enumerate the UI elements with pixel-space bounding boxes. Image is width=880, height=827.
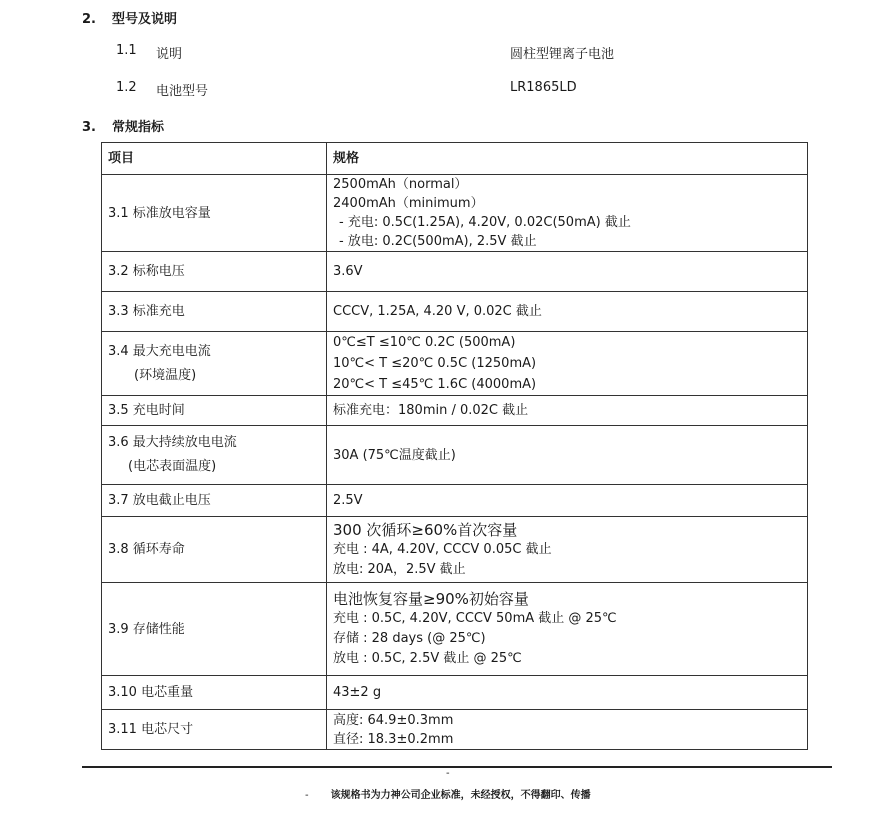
item-cell: 3.7 放电截止电压 xyxy=(102,485,327,517)
spec-cell: CCCV, 1.25A, 4.20 V, 0.02C 截止 xyxy=(327,292,808,332)
item-cell: 3.2 标称电压 xyxy=(102,252,327,292)
row-value: LR1865LD xyxy=(510,80,577,95)
item-cell: 3.1 标准放电容量 xyxy=(102,175,327,252)
spec-cell: 3.6V xyxy=(327,252,808,292)
spec-cell: 43±2 g xyxy=(327,676,808,710)
footer-page-mark: - xyxy=(446,768,450,779)
footer-notice xyxy=(305,786,591,801)
table-row xyxy=(102,517,808,583)
spec-cell: 2.5V xyxy=(327,485,808,517)
table-row xyxy=(102,292,808,332)
section-2-heading xyxy=(82,8,177,27)
spec-table xyxy=(101,142,808,750)
spec-cell xyxy=(327,517,808,583)
spec-cell xyxy=(327,583,808,676)
header-item: 项目 xyxy=(102,143,327,175)
table-row xyxy=(102,175,808,252)
section-2-title: 型号及说明 xyxy=(112,12,178,27)
spec-line: 电池恢复容量≥90%初始容量 xyxy=(333,590,529,608)
item-cell xyxy=(102,332,327,396)
section-3-title: 常规指标 xyxy=(112,120,165,135)
table-row xyxy=(102,426,808,485)
spec-line: 0℃≤T ≤10℃ 0.2C (500mA) xyxy=(333,335,516,350)
spec-line: - 充电: 0.5C(1.25A), 4.20V, 0.02C(50mA) 截止 xyxy=(339,215,631,230)
spec-line: 10℃< T ≤20℃ 0.5C (1250mA) xyxy=(333,356,537,371)
spec-cell xyxy=(327,175,808,252)
header-spec: 规格 xyxy=(327,143,808,175)
spec-cell: 标准充电：180min / 0.02C 截止 xyxy=(327,396,808,426)
section-2-number: 2. xyxy=(82,12,96,27)
item-cell: 3.8 循环寿命 xyxy=(102,517,327,583)
row-label: 电池型号 xyxy=(156,84,209,99)
spec-line: 2500mAh（normal） xyxy=(333,177,468,192)
table-row xyxy=(102,485,808,517)
item-cell xyxy=(102,426,327,485)
spec-line: 放电: 20A，2.5V 截止 xyxy=(333,561,466,577)
section-3-number: 3. xyxy=(82,120,96,135)
item-sublabel: (环境温度) xyxy=(134,367,197,383)
spec-line: 充电 : 0.5C, 4.20V, CCCV 50mA 截止 @ 25℃ xyxy=(333,611,617,626)
spec-line: 放电 : 0.5C, 2.5V 截止 @ 25℃ xyxy=(333,651,522,666)
spec-line: 直径: 18.3±0.2mm xyxy=(333,731,454,747)
item-cell: 3.10 电芯重量 xyxy=(102,676,327,710)
table-row xyxy=(102,710,808,750)
item-cell: 3.5 充电时间 xyxy=(102,396,327,426)
spec-cell xyxy=(327,332,808,396)
row-value: 圆柱型锂离子电池 xyxy=(510,47,615,62)
table-header-row xyxy=(102,143,808,175)
row-number: 1.1 xyxy=(116,43,137,58)
item-cell: 3.3 标准充电 xyxy=(102,292,327,332)
table-row xyxy=(102,332,808,396)
row-label: 说明 xyxy=(156,47,183,62)
spec-cell xyxy=(327,710,808,750)
table-row xyxy=(102,252,808,292)
spec-line: 高度: 64.9±0.3mm xyxy=(333,712,454,728)
table-row xyxy=(102,583,808,676)
spec-line: 20℃< T ≤45℃ 1.6C (4000mA) xyxy=(333,377,537,392)
item-cell: 3.9 存储性能 xyxy=(102,583,327,676)
item-sublabel: (电芯表面温度) xyxy=(128,459,217,474)
spec-line: 300 次循环≥60%首次容量 xyxy=(333,520,518,539)
table-row xyxy=(102,676,808,710)
footer-text: 该规格书为力神公司企业标准，未经授权，不得翻印、传播 xyxy=(330,790,591,801)
row-number: 1.2 xyxy=(116,80,137,95)
item-cell: 3.11 电芯尺寸 xyxy=(102,710,327,750)
footer-dash: - xyxy=(305,790,309,801)
item-label: 3.6 最大持续放电电流 xyxy=(108,435,237,450)
spec-line: - 放电: 0.2C(500mA), 2.5V 截止 xyxy=(339,234,537,249)
spec-cell: 30A (75℃温度截止) xyxy=(327,426,808,485)
spec-line: 2400mAh（minimum） xyxy=(333,196,484,211)
spec-line: 充电 : 4A, 4.20V, CCCV 0.05C 截止 xyxy=(333,541,552,557)
item-label: 3.4 最大充电电流 xyxy=(108,343,211,359)
footer-divider xyxy=(82,766,832,768)
section-3-heading xyxy=(82,116,164,135)
spec-line: 存储 : 28 days (@ 25℃) xyxy=(333,631,486,646)
table-row xyxy=(102,396,808,426)
